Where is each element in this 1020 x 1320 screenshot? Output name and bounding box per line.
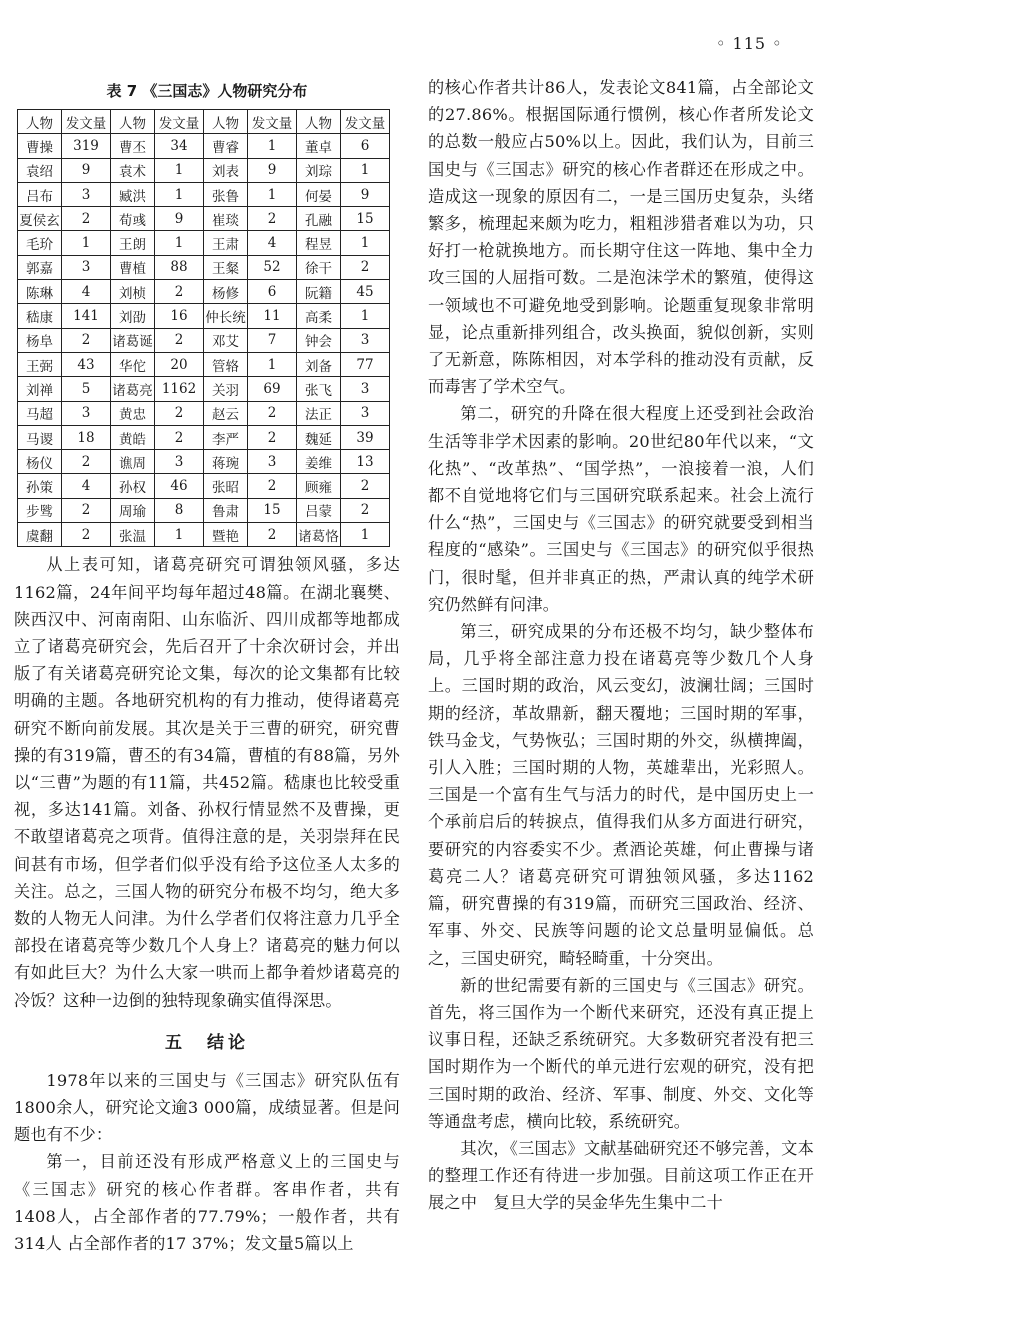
table-cell-person: 王朗 [111,231,155,255]
table-cell-person: 步骘 [18,498,62,522]
table-cell-person: 谯周 [111,450,155,474]
table-cell-person: 诸葛亮 [111,377,155,401]
table-header-cell: 人物 [204,110,248,134]
table-cell-count: 34 [155,134,204,158]
table-row [18,182,390,206]
table-row [18,401,390,425]
paragraph: 第三，研究成果的分布还极不均匀，缺少整体布局，几乎将全部注意力投在诸葛亮等少数几个人身上。三国时期的政治，风云变幻，波澜壮阔；三国时期的经济，革故鼎新，翻天覆地；三国时期的军事，铁马金戈，气势恢弘；三国时期的外交，纵横捭阖，引人入胜；三国时期的人物，英雄辈出，光彩照人。三国是一个富有生气与活力的时代，是中国历史上一个承前启后的转捩点，值得我们从多方面进行研究，要研究的内容委实不少。煮酒论英雄，何止曹操与诸葛亮二人？诸葛亮研究可谓独领风骚，多达1162篇，研究曹操的有319篇，而研究三国政治、经济、军事、外交、民族等问题的论文总量明显偏低。总之，三国史研究，畸轻畸重，十分突出。 [428,622,814,968]
table-cell-person: 崔琰 [204,207,248,231]
table-cell-count: 2 [248,523,297,547]
table-cell-person: 程昱 [297,231,341,255]
table-cell-person: 吕布 [18,182,62,206]
table-cell-count: 1 [155,231,204,255]
table-cell-person: 刘表 [204,158,248,182]
table-cell-person: 曹睿 [204,134,248,158]
paragraph: 1978年以来的三国史与《三国志》研究队伍有1800余人，研究论文逾3 000篇，成绩显著。但是问题也有不少： [14,1070,400,1145]
table-cell-count: 20 [155,352,204,376]
table-cell-person: 诸葛诞 [111,328,155,352]
table-cell-person: 姜维 [297,450,341,474]
table-cell-count: 2 [62,207,111,231]
table-cell-count: 1 [341,523,390,547]
table-title: 表 7 《三国志》人物研究分布 [106,82,308,100]
table-header-row [18,110,390,134]
table-cell-person: 张昭 [204,474,248,498]
table-cell-count: 88 [155,255,204,279]
table-cell-person: 蒋琬 [204,450,248,474]
table-cell-person: 王肃 [204,231,248,255]
table-cell-count: 2 [248,474,297,498]
paragraph: 的核心作者共计86人，发表论文841篇，占全部论文的27.86%。根据国际通行惯例，核心作者所发论文的总数一般应占50%以上。因此，我们认为，目前三国史与《三国志》研究的核心作者群还在形成之中。造成这一现象的原因有二，一是三国历史复杂，头绪繁多，梳理起来颇为吃力，粗粗涉猎者难以为功，只好打一枪就换地方。而长期守住这一阵地、集中全力攻三国的人屈指可数。二是泡沫学术的繁殖，使得这一领域也不可避免地受到影响。论题重复现象非常明显，论点重新排列组合，改头换面，貌似创新，实则了无新意，陈陈相因，对本学科的推动没有贡献，反而毒害了学术空气。 [428,78,814,397]
table-row [18,280,390,304]
table-cell-person: 吕蒙 [297,498,341,522]
table-cell-count: 3 [62,401,111,425]
left-column [14,74,400,1257]
table-cell-count: 45 [341,280,390,304]
table-row [18,158,390,182]
table-cell-count: 2 [62,450,111,474]
table-row [18,207,390,231]
table-cell-count: 2 [248,401,297,425]
table-cell-count: 1 [155,182,204,206]
table-row [18,304,390,328]
table-cell-person: 邓艾 [204,328,248,352]
table-cell-count: 8 [155,498,204,522]
table-cell-count: 52 [248,255,297,279]
table-cell-person: 曹植 [111,255,155,279]
table-cell-person: 孔融 [297,207,341,231]
table-row [18,231,390,255]
table-cell-count: 18 [62,425,111,449]
table-cell-person: 马超 [18,401,62,425]
table-cell-person: 曹操 [18,134,62,158]
table-cell-count: 1 [248,182,297,206]
table-cell-person: 董卓 [297,134,341,158]
table-cell-count: 9 [341,182,390,206]
table-row [18,377,390,401]
table-row [18,498,390,522]
table-cell-count: 2 [155,328,204,352]
table-cell-person: 刘桢 [111,280,155,304]
table-cell-count: 1 [341,231,390,255]
table-cell-person: 顾雍 [297,474,341,498]
table-cell-person: 袁绍 [18,158,62,182]
table-cell-count: 2 [341,498,390,522]
table-cell-count: 2 [341,474,390,498]
table-cell-person: 刘禅 [18,377,62,401]
table-row [18,255,390,279]
table-cell-person: 阮籍 [297,280,341,304]
table-cell-count: 46 [155,474,204,498]
table-cell-count: 7 [248,328,297,352]
table-cell-count: 43 [62,352,111,376]
table-cell-count: 9 [62,158,111,182]
table-cell-person: 夏侯玄 [18,207,62,231]
table-cell-person: 杨修 [204,280,248,304]
section-heading: 五 结论 [165,1032,249,1053]
table-cell-person: 陈琳 [18,280,62,304]
table-cell-count: 2 [62,523,111,547]
table-cell-person: 袁术 [111,158,155,182]
table-cell-person: 赵云 [204,401,248,425]
table-header-cell: 发文量 [155,110,204,134]
table-cell-count: 3 [155,450,204,474]
table-row [18,450,390,474]
paragraph: 新的世纪需要有新的三国史与《三国志》研究。首先，将三国作为一个断代来研究，还没有真正提上议事日程，还缺乏系统研究。大多数研究者没有把三国时期作为一个断代的单元进行宏观的研究，没有把三国时期的政治、经济、军事、制度、外交、文化等等通盘考虑，横向比较，系统研究。 [428,975,814,1131]
table-cell-count: 2 [155,425,204,449]
table-cell-count: 1162 [155,377,204,401]
table-cell-count: 3 [62,255,111,279]
table-cell-count: 1 [341,158,390,182]
table-cell-person: 魏延 [297,425,341,449]
page-number: ◦ 115 ◦ [716,34,783,53]
left-body-text [14,551,400,1257]
table-header-cell: 人物 [297,110,341,134]
table-cell-count: 1 [248,134,297,158]
table-cell-count: 1 [62,231,111,255]
table-cell-person: 王弼 [18,352,62,376]
table-cell-count: 69 [248,377,297,401]
table-row [18,474,390,498]
table-cell-count: 2 [62,328,111,352]
table-cell-count: 141 [62,304,111,328]
table-cell-count: 6 [341,134,390,158]
paragraph: 第二，研究的升降在很大程度上还受到社会政治生活等非学术因素的影响。20世纪80年代以来，“文化热”、“改革热”、“国学热”，一浪接着一浪，人们都不自觉地将它们与三国研究联系起来。社会上流行什么“热”，三国史与《三国志》的研究就要受到相当程度的“感染”。三国史与《三国志》的研究似乎很热门，很时髦，但并非真正的热，严肃认真的纯学术研究仍然鲜有问津。 [428,404,814,614]
table-cell-person: 杨仪 [18,450,62,474]
table-cell-person: 杨阜 [18,328,62,352]
table-cell-count: 6 [248,280,297,304]
table-cell-person: 暨艳 [204,523,248,547]
table-header-cell: 人物 [111,110,155,134]
table-cell-person: 黄皓 [111,425,155,449]
table-row [18,328,390,352]
table-cell-person: 张鲁 [204,182,248,206]
table-cell-count: 4 [62,474,111,498]
table-row [18,352,390,376]
table-cell-person: 鲁肃 [204,498,248,522]
table-header-cell: 发文量 [62,110,111,134]
table-cell-person: 曹丕 [111,134,155,158]
table-cell-count: 3 [341,377,390,401]
table-cell-person: 孙权 [111,474,155,498]
table-cell-count: 4 [248,231,297,255]
table-cell-person: 刘备 [297,352,341,376]
table-cell-count: 2 [341,255,390,279]
table-cell-person: 法正 [297,401,341,425]
table-cell-count: 3 [341,328,390,352]
table-cell-count: 9 [155,207,204,231]
table-cell-person: 何晏 [297,182,341,206]
table-header-cell: 人物 [18,110,62,134]
table-cell-person: 刘琮 [297,158,341,182]
table-cell-person: 孙策 [18,474,62,498]
table-cell-count: 15 [341,207,390,231]
table-cell-person: 嵇康 [18,304,62,328]
table-cell-count: 1 [155,523,204,547]
table-cell-count: 9 [248,158,297,182]
table-row [18,134,390,158]
table-cell-person: 刘劭 [111,304,155,328]
table-cell-count: 2 [248,207,297,231]
table-cell-person: 郭嘉 [18,255,62,279]
table-cell-person: 仲长统 [204,304,248,328]
table-cell-count: 3 [62,182,111,206]
table-cell-count: 2 [155,280,204,304]
table-cell-count: 11 [248,304,297,328]
paragraph: 其次，《三国志》文献基础研究还不够完善，文本的整理工作还有待进一步加强。目前这项工作正在开展之中 复旦大学的吴金华先生集中二十 [428,1138,814,1213]
table-cell-person: 华佗 [111,352,155,376]
right-column [428,74,814,1217]
table-cell-person: 徐干 [297,255,341,279]
table-cell-count: 1 [341,304,390,328]
table-cell-count: 3 [248,450,297,474]
table-cell-count: 2 [155,401,204,425]
table-cell-person: 诸葛恪 [297,523,341,547]
table-cell-count: 4 [62,280,111,304]
table-cell-person: 周瑜 [111,498,155,522]
table-cell-person: 关羽 [204,377,248,401]
table-cell-person: 荀彧 [111,207,155,231]
paragraph: 第一，目前还没有形成严格意义上的三国史与《三国志》研究的核心作者群。客串作者，共有1408人，占全部作者的77.79%；一般作者，共有314人 占全部作者的17 37%；发文量5篇以上 [14,1152,400,1254]
table-cell-person: 虞翻 [18,523,62,547]
table-cell-person: 管辂 [204,352,248,376]
table-cell-count: 1 [248,352,297,376]
table-cell-person: 臧洪 [111,182,155,206]
table-cell-person: 高柔 [297,304,341,328]
paragraph: 从上表可知，诸葛亮研究可谓独领风骚，多达1162篇，24年间平均每年超过48篇。在湖北襄樊、陕西汉中、河南南阳、山东临沂、四川成都等地都成立了诸葛亮研究会，先后召开了十余次研讨会，并出版了有关诸葛亮研究论文集，每次的论文集都有比较明确的主题。各地研究机构的有力推动，使得诸葛亮研究不断向前发展。其次是关于三曹的研究，研究曹操的有319篇，曹丕的有34篇，曹植的有88篇，另外以“三曹”为题的有11篇，共452篇。嵇康也比较受重视，多达141篇。刘备、孙权行情显然不及曹操，更不敢望诸葛亮之项背。值得注意的是，关羽崇拜在民间甚有市场，但学者们似乎没有给予这位圣人太多的关注。总之，三国人物的研究分布极不均匀，绝大多数的人物无人问津。为什么学者们仅将注意力几乎全部投在诸葛亮等少数几个人身上？诸葛亮的魅力何以有如此巨大？为什么大家一哄而上都争着炒诸葛亮的冷饭？这种一边倒的独特现象确实值得深思。 [14,555,400,1010]
table-cell-count: 15 [248,498,297,522]
table-cell-count: 1 [155,158,204,182]
table-cell-person: 王粲 [204,255,248,279]
table-cell-count: 2 [248,425,297,449]
table-cell-person: 马谡 [18,425,62,449]
table-cell-count: 39 [341,425,390,449]
table-cell-person: 黄忠 [111,401,155,425]
character-research-table [17,109,390,547]
table-cell-count: 77 [341,352,390,376]
table-cell-person: 张飞 [297,377,341,401]
table-header-cell: 发文量 [341,110,390,134]
table-cell-person: 钟会 [297,328,341,352]
table-cell-person: 李严 [204,425,248,449]
table-cell-count: 5 [62,377,111,401]
table-cell-person: 毛玠 [18,231,62,255]
table-header-cell: 发文量 [248,110,297,134]
table-cell-count: 16 [155,304,204,328]
table-row [18,425,390,449]
table-cell-count: 319 [62,134,111,158]
table-cell-count: 13 [341,450,390,474]
table-cell-count: 2 [62,498,111,522]
table-row [18,523,390,547]
table-cell-person: 张温 [111,523,155,547]
table-cell-count: 3 [341,401,390,425]
